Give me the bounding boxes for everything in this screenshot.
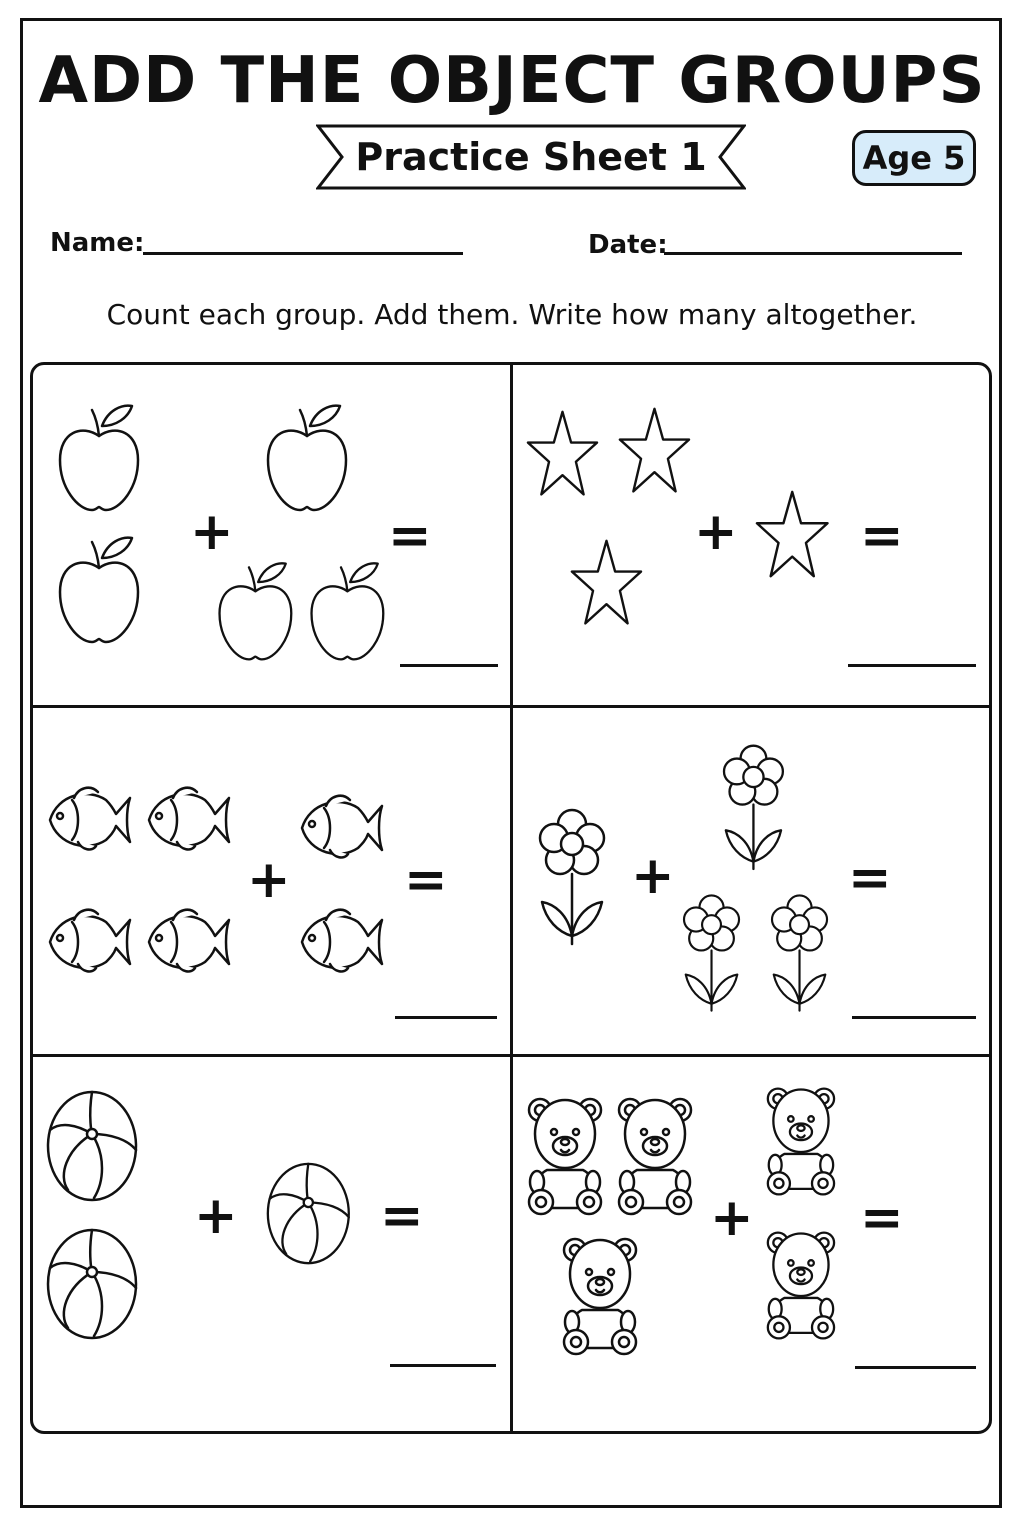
- name-label: Name:: [50, 228, 145, 258]
- bear-icon: [617, 1094, 693, 1218]
- answer-line-bears[interactable]: [855, 1366, 976, 1369]
- apple-icon: [54, 402, 144, 514]
- plus-sign: +: [194, 1186, 238, 1246]
- star-icon: [618, 405, 691, 497]
- date-label: Date:: [588, 230, 668, 260]
- apple-icon: [214, 560, 297, 663]
- plus-sign: +: [631, 846, 675, 906]
- flower-icon: [684, 892, 739, 1012]
- answer-line-stars[interactable]: [848, 664, 976, 667]
- ball-icon: [46, 1090, 138, 1202]
- grid-divider-row-2: [30, 1054, 992, 1057]
- fish-icon: [296, 784, 386, 872]
- bear-icon: [527, 1094, 603, 1218]
- plus-sign: +: [190, 502, 234, 562]
- bear-icon: [562, 1234, 638, 1358]
- fish-icon: [44, 776, 134, 864]
- bear-icon: [766, 1084, 836, 1198]
- fish-icon: [296, 898, 386, 986]
- answer-line-apples[interactable]: [400, 664, 498, 667]
- answer-line-fish[interactable]: [395, 1016, 497, 1019]
- fish-icon: [143, 776, 233, 864]
- date-field[interactable]: [664, 252, 962, 255]
- answer-line-flowers[interactable]: [852, 1016, 976, 1019]
- subtitle: Practice Sheet 1: [355, 135, 707, 179]
- bear-icon: [766, 1228, 836, 1342]
- flower-icon: [724, 742, 783, 871]
- page-title: ADD THE OBJECT GROUPS: [38, 44, 986, 118]
- plus-sign: +: [694, 502, 738, 562]
- flower-icon: [772, 892, 827, 1012]
- star-icon: [755, 488, 829, 582]
- equals-sign: =: [388, 506, 432, 566]
- flower-icon: [540, 806, 604, 946]
- instructions: Count each group. Add them. Write how many altogether.: [106, 298, 918, 331]
- plus-sign: +: [247, 850, 291, 910]
- answer-line-balls[interactable]: [390, 1364, 496, 1367]
- equals-sign: =: [380, 1186, 424, 1246]
- equals-sign: =: [860, 506, 904, 566]
- fish-icon: [143, 898, 233, 986]
- apple-icon: [262, 402, 352, 514]
- apple-icon: [54, 534, 144, 646]
- equals-sign: =: [404, 850, 448, 910]
- grid-divider-row-1: [30, 705, 992, 708]
- plus-sign: +: [710, 1188, 754, 1248]
- star-icon: [526, 408, 599, 500]
- grid-divider-vertical: [510, 362, 513, 1434]
- fish-icon: [44, 898, 134, 986]
- equals-sign: =: [848, 848, 892, 908]
- apple-icon: [306, 560, 389, 663]
- name-field[interactable]: [143, 252, 463, 255]
- age-badge: Age 5: [852, 130, 976, 186]
- ball-icon: [46, 1228, 138, 1340]
- star-icon: [570, 537, 643, 629]
- equals-sign: =: [860, 1188, 904, 1248]
- ball-icon: [266, 1162, 351, 1265]
